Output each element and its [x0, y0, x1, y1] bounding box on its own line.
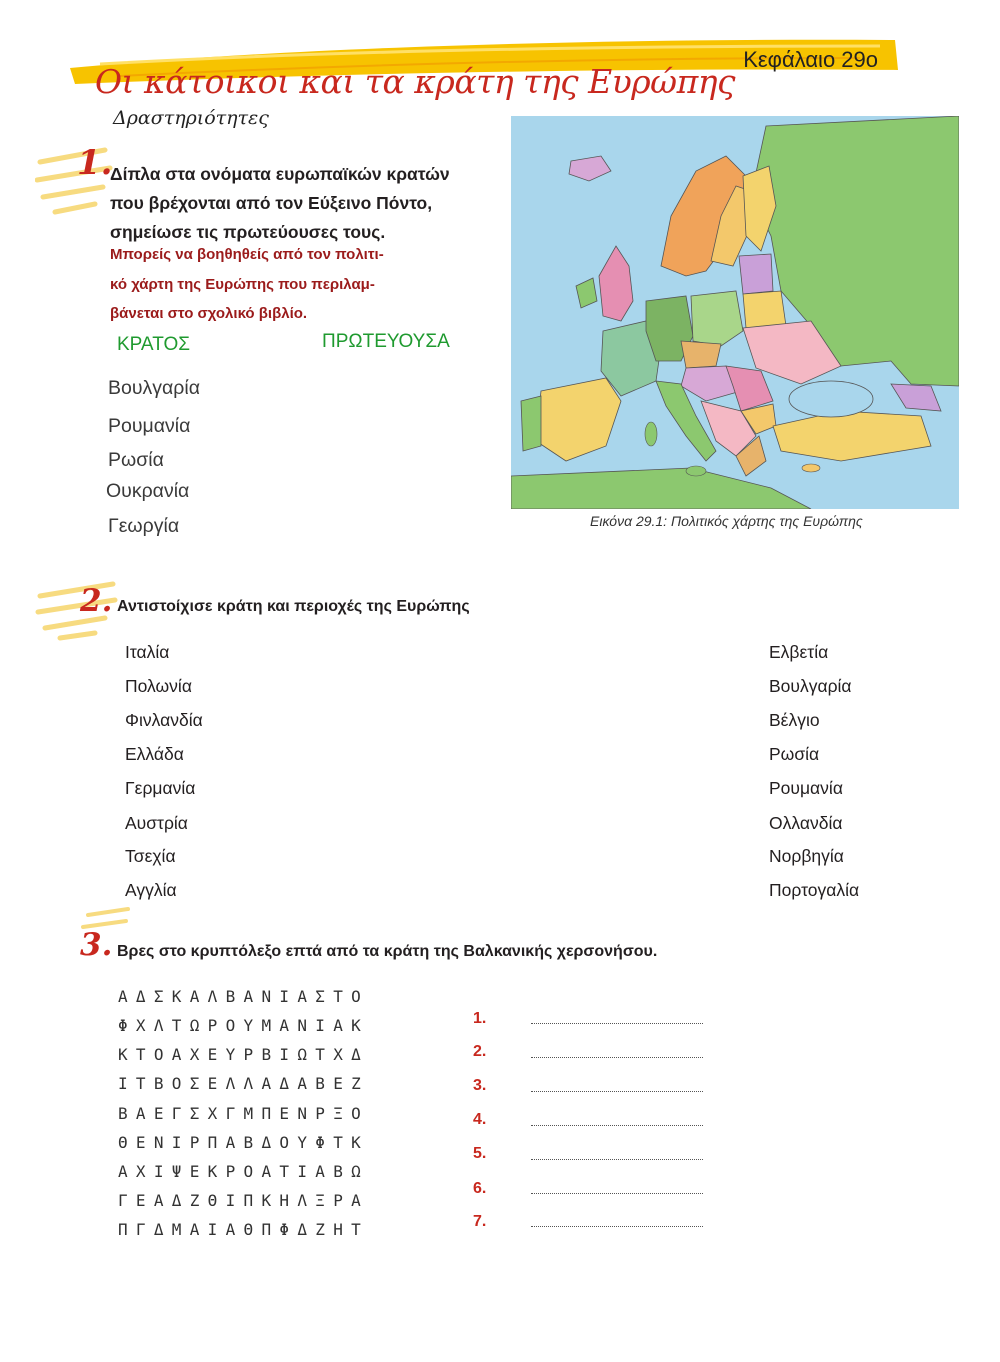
page-subtitle: Δραστηριότητες: [113, 107, 269, 129]
wordsearch-row: ΓΕΑΔΖΘΙΠΚΗΛΞΡΑ: [118, 1191, 370, 1210]
hint-line: κό χάρτη της Ευρώπης που περιλαμ-: [110, 276, 375, 293]
answer-number: 1.: [473, 1010, 487, 1027]
column-header-capital: ΠΡΩΤΕΥΟΥΣΑ: [322, 331, 450, 352]
section-3-instruction: Βρες στο κρυπτόλεξο επτά από τα κράτη της Βαλκανικής χερσονήσου.: [117, 943, 658, 960]
match-left-item: Αγγλία: [125, 880, 177, 900]
chapter-label: Κεφάλαιο 29ο: [743, 47, 878, 72]
page-title: Οι κάτοικοι και τα κράτη της Ευρώπης: [95, 62, 736, 101]
instruction-line: σημείωσε τις πρωτεύουσες τους.: [110, 222, 386, 242]
europe-political-map: [511, 116, 959, 509]
answer-blank-3[interactable]: [531, 1090, 703, 1092]
country-russia: Ρωσία: [108, 449, 164, 471]
section-2-number: 2.: [80, 583, 113, 619]
wordsearch-row: ΑΧΙΨΕΚΡΟΑΤΙΑΒΩ: [118, 1162, 370, 1181]
match-right-item: Νορβηγία: [769, 846, 844, 866]
answer-blank-5[interactable]: [531, 1158, 703, 1160]
wordsearch-row: ΘΕΝΙΡΠΑΒΔΟΥΦΤΚ: [118, 1133, 370, 1152]
match-right-item: Ελβετία: [769, 642, 829, 662]
country-romania: Ρουμανία: [108, 415, 191, 437]
answer-number: 5.: [473, 1145, 487, 1162]
wordsearch-row: ΚΤΟΑΧΕΥΡΒΙΩΤΧΔ: [118, 1045, 370, 1064]
answer-blank-2[interactable]: [531, 1056, 703, 1058]
answer-blank-6[interactable]: [531, 1192, 703, 1194]
answer-blank-1[interactable]: [531, 1022, 703, 1024]
instruction-line: που βρέχονται από τον Εύξεινο Πόντο,: [110, 193, 433, 213]
match-right-item: Ρουμανία: [769, 778, 843, 798]
match-right-item: Πορτογαλία: [769, 880, 860, 900]
map-caption: Εικόνα 29.1: Πολιτικός χάρτης της Ευρώπης: [590, 513, 863, 529]
country-ukraine: Ουκρανία: [106, 480, 190, 502]
answer-blank-4[interactable]: [531, 1124, 703, 1126]
section-3-number: 3.: [80, 927, 113, 963]
match-left-item: Ελλάδα: [125, 744, 184, 764]
answer-number: 6.: [473, 1180, 487, 1197]
answer-number: 4.: [473, 1111, 487, 1128]
match-right-item: Ρωσία: [769, 744, 820, 764]
wordsearch-row: ΙΤΒΟΣΕΛΛΑΔΑΒΕΖ: [118, 1074, 370, 1093]
match-right-item: Ολλανδία: [769, 813, 843, 833]
match-left-item: Πολωνία: [125, 676, 192, 696]
section-1-instruction: [110, 160, 505, 247]
country-bulgaria: Βουλγαρία: [108, 377, 200, 399]
match-left-item: Αυστρία: [125, 813, 188, 833]
wordsearch-row: ΒΑΕΓΣΧΓΜΠΕΝΡΞΟ: [118, 1104, 370, 1123]
match-left-item: Τσεχία: [125, 846, 176, 866]
match-left-item: Φινλανδία: [125, 710, 203, 730]
answer-number: 3.: [473, 1077, 487, 1094]
column-header-state: ΚΡΑΤΟΣ: [117, 334, 190, 355]
match-right-item: Βέλγιο: [769, 710, 820, 730]
instruction-line: Δίπλα στα ονόματα ευρωπαϊκών κρατών: [110, 164, 450, 184]
wordsearch-row: ΑΔΣΚΑΛΒΑΝΙΑΣΤΟ: [118, 987, 370, 1006]
match-left-item: Ιταλία: [125, 642, 170, 662]
answer-number: 2.: [473, 1043, 487, 1060]
section-1-number: 1.: [77, 143, 113, 183]
wordsearch-row: ΠΓΔΜΑΙΑΘΠΦΔΖΗΤ: [118, 1220, 370, 1239]
hint-line: Μπορείς να βοηθηθείς από τον πολιτι-: [110, 246, 384, 263]
match-left-item: Γερμανία: [125, 778, 196, 798]
answer-number: 7.: [473, 1213, 487, 1230]
answer-blank-7[interactable]: [531, 1225, 703, 1227]
match-right-item: Βουλγαρία: [769, 676, 852, 696]
hint-line: βάνεται στο σχολικό βιβλίο.: [110, 305, 308, 322]
wordsearch-row: ΦΧΛΤΩΡΟΥΜΑΝΙΑΚ: [118, 1016, 370, 1035]
section-2-instruction: Αντιστοίχισε κράτη και περιοχές της Ευρώπης: [117, 598, 470, 615]
country-georgia: Γεωργία: [108, 515, 180, 537]
